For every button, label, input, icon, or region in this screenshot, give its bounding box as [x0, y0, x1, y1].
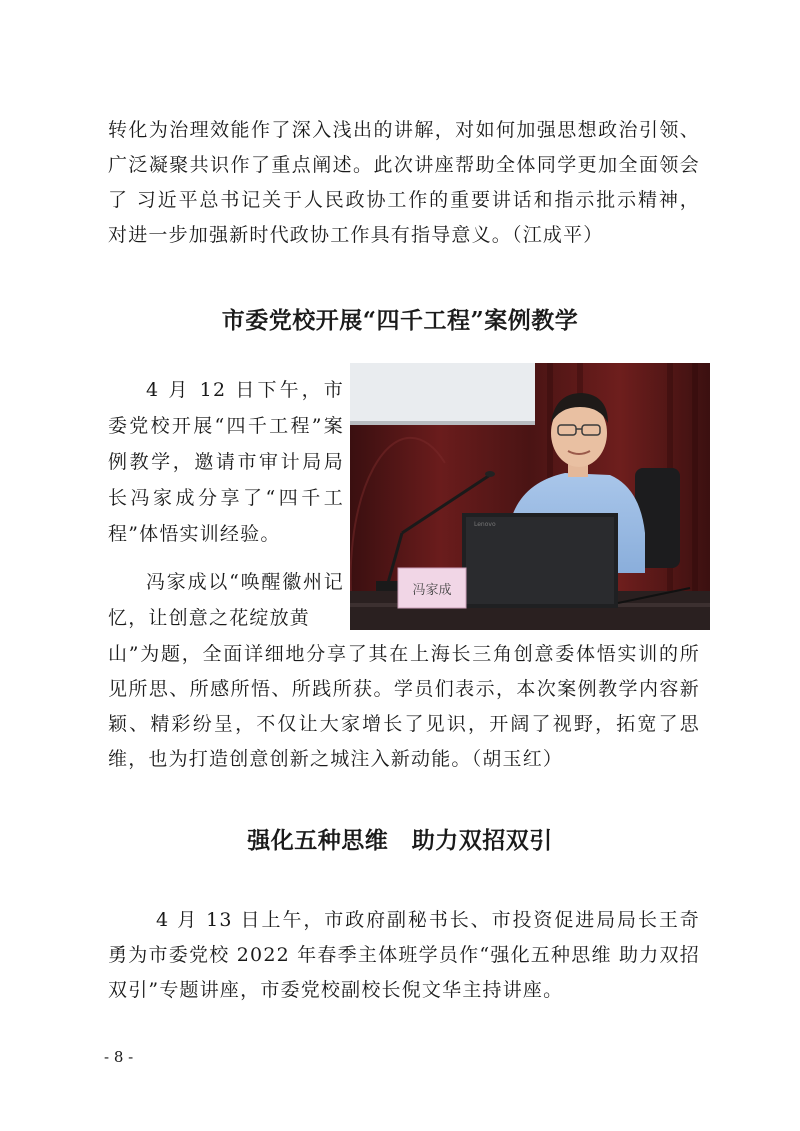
intro-paragraph: 转化为治理效能作了深入浅出的讲解，对如何加强思想政治引领、广泛凝聚共识作了重点阐述。此次讲座帮助全体同学更加全面领会了 习近平总书记关于人民政协工作的重要讲话和指示批示精神，对进一步加强新时代政协工作具有指导意义。（江成平）	[108, 119, 700, 246]
laptop-brand: Lenovo	[474, 521, 496, 528]
article1-para2-continued: 山”为题，全面详细地分享了其在上海长三角创意委体悟实训的所见所思、所感所悟、所践所获。学员们表示，本次案例教学内容新颖、精彩纷呈，不仅让大家增长了见识，开阔了视野，拓宽了思维，也为打造创意创新之城注入新动能。（胡玉红）	[108, 643, 700, 770]
article1-title: 市委党校开展“四千工程”案例教学	[221, 307, 579, 334]
lecture-photo	[350, 363, 710, 630]
page-number: - 8 -	[104, 1048, 134, 1066]
projector-screen	[350, 363, 535, 421]
article1-para2-column: 冯家成以“唤醒徽州记忆，让创意之花绽放黄	[108, 571, 344, 629]
article2-title: 强化五种思维 助力双招双引	[247, 827, 553, 854]
article1-para1: 4 月 12 日下午，市委党校开展“四千工程”案例教学，邀请市审计局局长冯家成分享了“四千工程”体悟实训经验。	[108, 379, 344, 545]
nameplate-text: 冯家成	[412, 583, 452, 598]
article2-para1: 4 月 13 日上午，市政府副秘书长、市投资促进局局长王奇勇为市委党校 2022 年春季主体班学员作“强化五种思维 助力双招双引”专题讲座，市委党校副校长倪文华主持讲座。	[108, 909, 700, 1001]
